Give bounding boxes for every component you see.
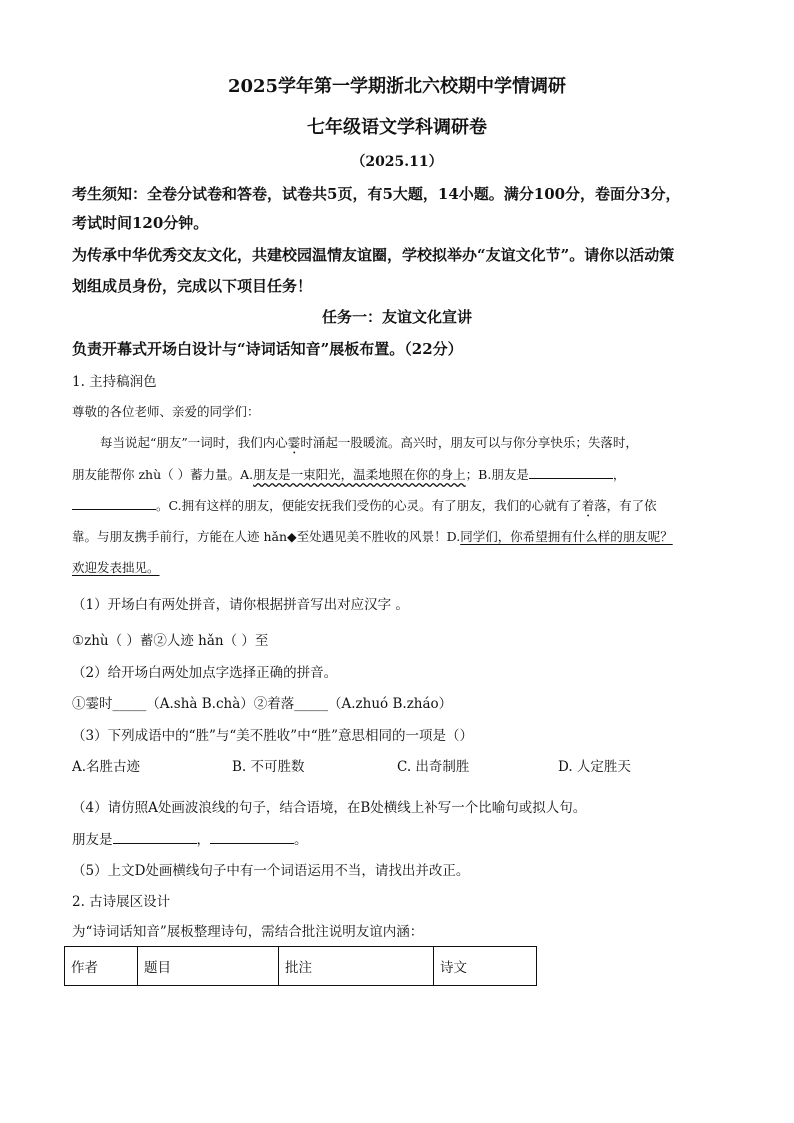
sub3-option-a[interactable]: A.名胜古迹: [72, 759, 141, 775]
sub3-option-d[interactable]: D. 人定胜天: [558, 759, 631, 775]
notice-line-2: 考试时间120分钟。: [72, 214, 209, 232]
sub2-question: （2）给开场白两处加点字选择正确的拼音。: [72, 665, 338, 681]
intro-line-1: 为传承中华优秀交友文化，共建校园温情友谊圈，学校拟举办“友谊文化节”。请你以活动策: [72, 246, 675, 264]
table-header-row: [65, 947, 537, 986]
sub3-question: （3）下列成语中的“胜”与“美不胜收”中“胜”意思相同的一项是（）: [72, 728, 473, 744]
sentence-d-underline: 同学们，你希望拥有什么样的朋友呢？: [460, 529, 673, 544]
header-annotation: 批注: [279, 947, 434, 986]
sub1-answer-line[interactable]: ①zhù（ ）蓄②人迹 hǎn（ ）至: [72, 633, 269, 649]
speech-line-5: 欢迎发表拙见。: [72, 560, 160, 575]
sub1-question: （1）开场白有两处拼音，请你根据拼音写出对应汉字 。: [72, 597, 409, 613]
dotted-char-sha: 霎: [287, 435, 301, 450]
sub5-question: （5）上文D处画横线句子中有一个词语运用不当，请找出并改正。: [72, 863, 470, 879]
sub2-answer-line[interactable]: ①霎时_____（A.shà B.chà）②着落_____（A.zhuó B.zháo）: [72, 696, 453, 712]
sub3-option-c[interactable]: C. 出奇制胜: [397, 759, 470, 775]
speech-line-1: 每当说起“朋友”一词时，我们内心霎时涌起一股暖流。高兴时，朋友可以与你分享快乐；失落时，: [100, 435, 638, 450]
task1-title: 任务一：友谊文化宣讲: [321, 308, 472, 326]
notice-line-1: 考生须知：全卷分试卷和答卷，试卷共5页，有5大题，14小题。满分100分，卷面分3分，: [72, 185, 681, 203]
sub4-answer-line: 朋友是 ， 。: [72, 832, 308, 848]
sub4-blank-2[interactable]: [210, 830, 294, 844]
blank-b-1[interactable]: [529, 465, 613, 479]
sub4-blank-1[interactable]: [113, 830, 197, 844]
q1-title: 1. 主持稿润色: [72, 374, 157, 390]
blank-b-2[interactable]: [72, 496, 156, 510]
speech-line-3: 。C.拥有这样的朋友，便能安抚我们受伤的心灵。有了朋友，我们的心就有了着落，有了依: [72, 496, 657, 520]
q2-title: 2. 古诗展区设计: [72, 894, 171, 910]
q2-desc: 为“诗词话知音”展板整理诗句，需结合批注说明友谊内涵：: [72, 924, 424, 940]
speech-greeting: 尊敬的各位老师、亲爱的同学们：: [72, 404, 260, 419]
sub3-option-b[interactable]: B. 不可胜数: [232, 759, 305, 775]
intro-line-2: 划组成员身份，完成以下项目任务！: [72, 277, 313, 295]
exam-date: （2025.11）: [351, 154, 443, 170]
header-poem: 诗文: [434, 947, 537, 986]
header-title: 题目: [138, 947, 279, 986]
dotted-char-zhuo: 着: [581, 498, 595, 513]
exam-title: 2025学年第一学期浙北六校期中学情调研: [227, 76, 567, 97]
sentence-a-wavy: 朋友是一束阳光，温柔地照在你的身上: [253, 467, 466, 482]
exam-subtitle: 七年级语文学科调研卷: [307, 117, 487, 138]
header-author: 作者: [65, 947, 138, 986]
poem-table: [64, 946, 537, 986]
speech-line-2: 朋友能帮你 zhù（ ）蓄力量。A.朋友是一束阳光，温柔地照在你的身上；B.朋友是 ，: [72, 467, 626, 482]
speech-line-4: 靠。与朋友携手前行，方能在人迹 hǎn◆至处遇见美不胜收的风景！D.同学们，你希望拥有什么样的朋友呢？: [72, 529, 673, 544]
sub4-question: （4）请仿照A处画波浪线的句子，结合语境，在B处横线上补写一个比喻句或拟人句。: [72, 800, 587, 816]
task1-desc: 负责开幕式开场白设计与“诗词话知音”展板布置。（22分）: [72, 340, 463, 358]
